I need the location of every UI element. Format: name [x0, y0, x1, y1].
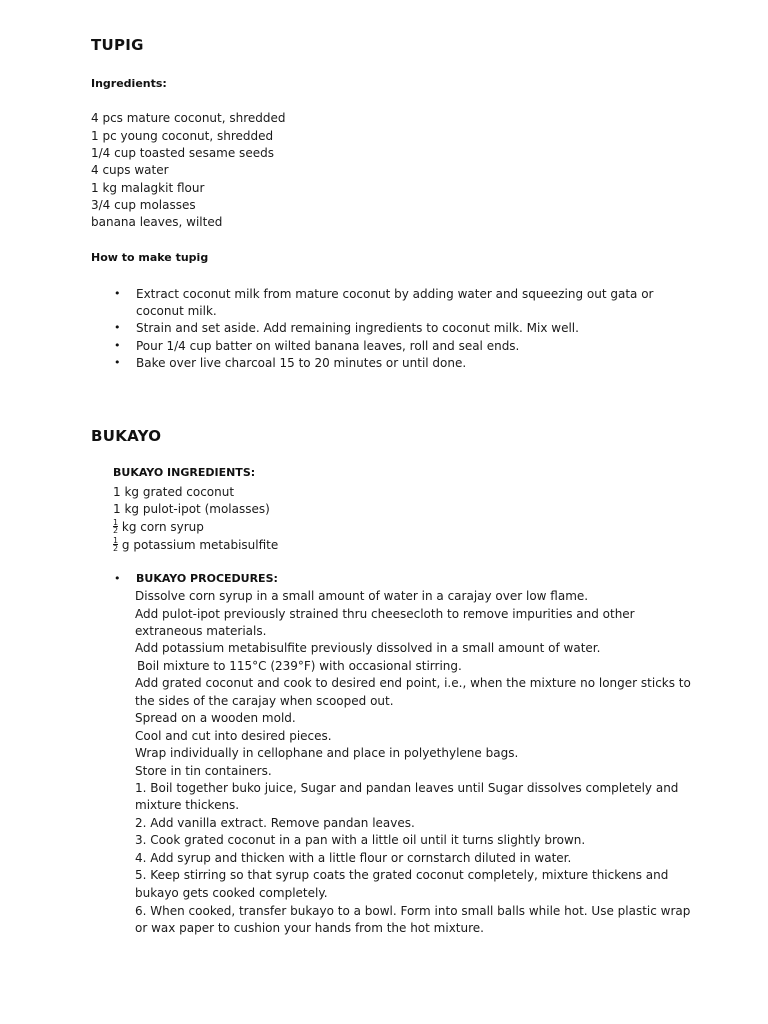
one-half-fraction: $\frac{1}{2}$ [113, 536, 119, 553]
bukayo-procedures-heading: BUKAYO PROCEDURES: [136, 572, 278, 585]
tupig-title: TUPIG [91, 36, 144, 54]
bullet-icon: • [114, 287, 121, 300]
tupig-ingredient: 1/4 cup toasted sesame seeds [91, 146, 274, 160]
bukayo-procedure-line: 4. Add syrup and thicken with a little flour or cornstarch diluted in water. [135, 851, 572, 865]
tupig-step: Strain and set aside. Add remaining ingredients to coconut milk. Mix well. [136, 321, 579, 335]
bukayo-procedure-line: Spread on a wooden mold. [135, 711, 296, 725]
bukayo-procedure-line: bukayo gets cooked completely. [135, 886, 328, 900]
bukayo-procedure-line: 6. When cooked, transfer bukayo to a bowl. Form into small balls while hot. Use plastic wrap [135, 904, 691, 918]
bukayo-procedure-line: 5. Keep stirring so that syrup coats the grated coconut completely, mixture thickens and [135, 868, 669, 882]
bukayo-procedure-line: 2. Add vanilla extract. Remove pandan leaves. [135, 816, 415, 830]
bukayo-ingredient: $\frac{1}{2}$ g potassium metabisulfite [113, 536, 279, 553]
tupig-ingredient: 4 cups water [91, 163, 169, 177]
bukayo-procedure-line: the sides of the carajay when scooped out. [135, 694, 394, 708]
bukayo-procedure-line: Cool and cut into desired pieces. [135, 729, 332, 743]
tupig-ingredient: 4 pcs mature coconut, shredded [91, 111, 286, 125]
tupig-howto-heading: How to make tupig [91, 251, 209, 264]
bukayo-procedure-line: mixture thickens. [135, 798, 240, 812]
tupig-ingredient: banana leaves, wilted [91, 215, 223, 229]
bukayo-ingredients-heading: BUKAYO INGREDIENTS: [113, 466, 256, 479]
bullet-icon: • [114, 356, 121, 369]
tupig-ingredient: 1 pc young coconut, shredded [91, 129, 274, 143]
bukayo-procedure-line: Store in tin containers. [135, 764, 272, 778]
bukayo-procedure-line: or wax paper to cushion your hands from the hot mixture. [135, 921, 484, 935]
bukayo-procedure-line: Add pulot-ipot previously strained thru cheesecloth to remove impurities and other [135, 607, 635, 621]
bukayo-procedure-line: 1. Boil together buko juice, Sugar and pandan leaves until Sugar dissolves completely and [135, 781, 679, 795]
bukayo-procedure-line: Add potassium metabisulfite previously dissolved in a small amount of water. [135, 641, 601, 655]
bukayo-procedure-line: Boil mixture to 115°C (239°F) with occasional stirring. [137, 659, 462, 673]
tupig-step: Pour 1/4 cup batter on wilted banana leaves, roll and seal ends. [136, 339, 520, 353]
bukayo-ingredient: 1 kg grated coconut [113, 485, 235, 499]
tupig-step: Bake over live charcoal 15 to 20 minutes or until done. [136, 356, 467, 370]
bullet-icon: • [114, 321, 121, 334]
one-half-fraction: $\frac{1}{2}$ [113, 518, 119, 535]
bukayo-procedure-line: Wrap individually in cellophane and place in polyethylene bags. [135, 746, 519, 760]
tupig-ingredient: 3/4 cup molasses [91, 198, 196, 212]
bukayo-procedure-line: Add grated coconut and cook to desired end point, i.e., when the mixture no longer sticks to [135, 676, 691, 690]
bukayo-title: BUKAYO [91, 427, 162, 445]
tupig-step: Extract coconut milk from mature coconut by adding water and squeezing out gata or [136, 287, 654, 301]
bukayo-ingredient: 1 kg pulot-ipot (molasses) [113, 502, 270, 516]
bullet-icon: • [114, 572, 121, 585]
tupig-ingredient: 1 kg malagkit flour [91, 181, 205, 195]
bukayo-ingredient: $\frac{1}{2}$ kg corn syrup [113, 518, 204, 535]
bukayo-procedure-line: 3. Cook grated coconut in a pan with a little oil until it turns slightly brown. [135, 833, 586, 847]
bukayo-procedure-line: extraneous materials. [135, 624, 267, 638]
tupig-ingredients-heading: Ingredients: [91, 77, 167, 90]
tupig-step: coconut milk. [136, 304, 217, 318]
bullet-icon: • [114, 339, 121, 352]
bukayo-procedure-line: Dissolve corn syrup in a small amount of water in a carajay over low flame. [135, 589, 589, 603]
